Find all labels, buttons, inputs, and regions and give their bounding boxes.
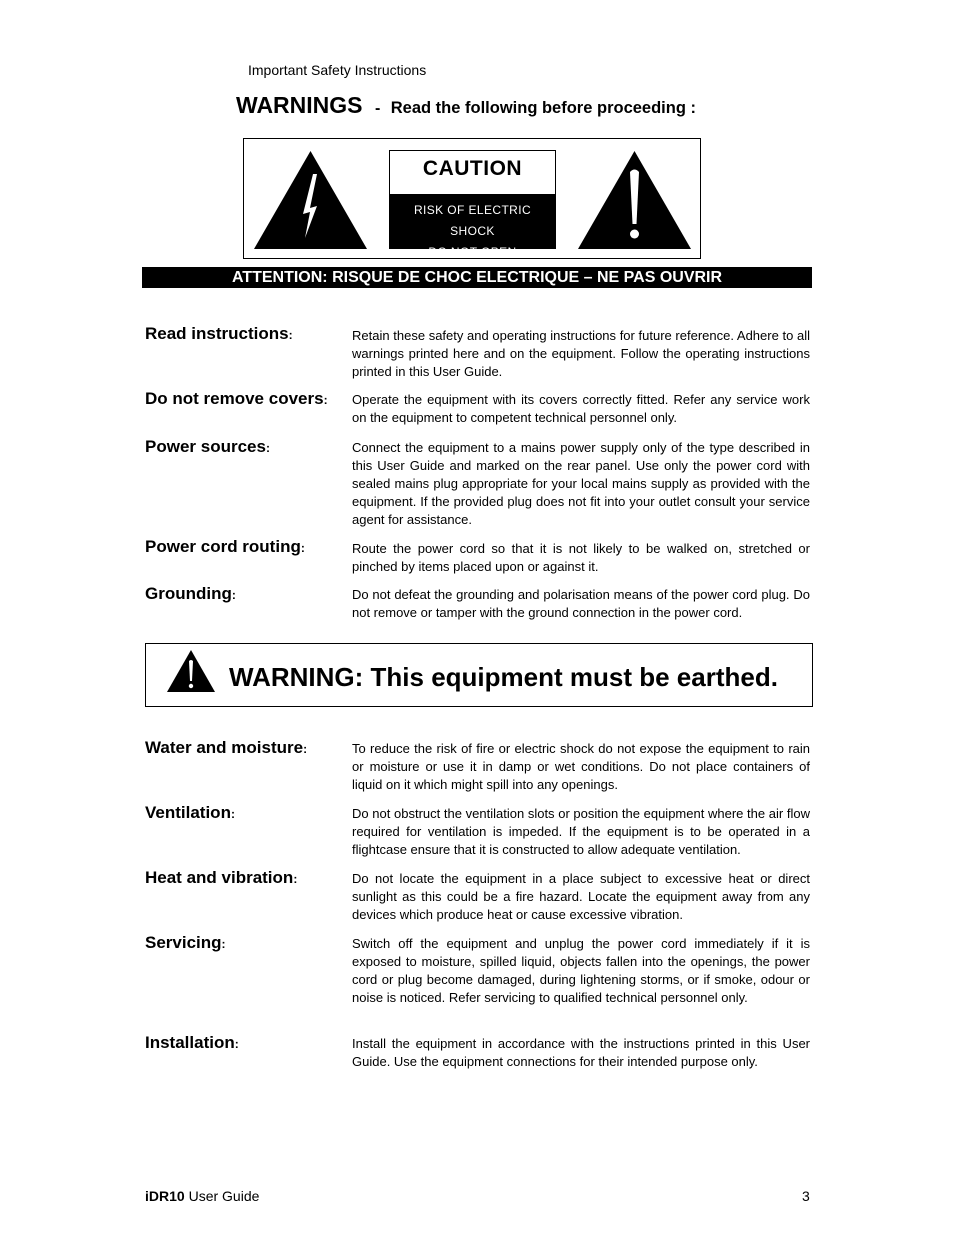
- attention-banner: ATTENTION: RISQUE DE CHOC ELECTRIQUE – NE PAS OUVRIR: [142, 267, 812, 288]
- caution-word: CAUTION: [422, 157, 523, 180]
- item-label-power-cord-routing: Power cord routing:: [145, 537, 305, 556]
- footer-product: iDR10: [145, 1188, 185, 1204]
- item-text-servicing: Switch off the equipment and unplug the power cord immediately if it is exposed to moisture, spilled liquid, objects fallen into the openings, the power cord or plug become damaged, during lightening storms, or if smoke, odour or noise is noticed. Refer servicing to qualified technical personnel only.: [352, 936, 810, 1005]
- caution-label: [389, 150, 556, 259]
- item-label-do-not-remove-covers: Do not remove covers:: [145, 389, 328, 408]
- item-label-ventilation: Ventilation:: [145, 803, 235, 822]
- item-label-grounding: Grounding:: [145, 584, 236, 603]
- item-text-do-not-remove-covers: Operate the equipment with its covers correctly fitted. Refer any service work on the equipment to competent technical personnel only.: [352, 392, 810, 425]
- page-title: [236, 92, 696, 119]
- item-text-power-sources: Connect the equipment to a mains power supply only of the type described in this User Guide and marked on the rear panel. Use only the power cord with sealed mains plug appropriate for your local mains supply as provided with the equipment. If the provided plug does not fit into your outlet consult your service agent for assistance.: [352, 440, 810, 527]
- warnings-heading: WARNINGS: [236, 92, 363, 118]
- caution-line-2: DO NOT OPEN: [428, 245, 517, 259]
- section-header: Important Safety Instructions: [248, 62, 427, 78]
- footer-guide: User Guide: [188, 1188, 260, 1204]
- item-text-grounding: Do not defeat the grounding and polarisation means of the power cord plug. Do not remove or tamper with the ground connection in the power cord.: [352, 587, 810, 620]
- item-text-water-and-moisture: To reduce the risk of fire or electric shock do not expose the equipment to rain or moisture or use it in damp or wet conditions. Do not place containers of liquid on it which might spill into any openings.: [352, 741, 810, 792]
- warnings-subtitle: Read the following before proceeding :: [390, 99, 697, 117]
- item-text-power-cord-routing: Route the power cord so that it is not likely to be walked on, stretched or pinched by items placed upon or against it.: [352, 541, 810, 574]
- caution-shock-notice: [390, 194, 555, 259]
- item-text-installation: Install the equipment in accordance with the instructions printed in this User Guide. Use the equipment connections for their intended purpose only.: [352, 1036, 810, 1069]
- item-label-servicing: Servicing:: [145, 933, 226, 952]
- title-dash: -: [374, 100, 381, 117]
- page-number: 3: [802, 1188, 810, 1204]
- item-label-heat-and-vibration: Heat and vibration:: [145, 868, 298, 887]
- item-label-read-instructions: Read instructions:: [145, 324, 293, 343]
- earth-warning-text: WARNING: This equipment must be earthed.: [229, 662, 778, 692]
- earth-warning-box: [145, 643, 813, 707]
- item-text-heat-and-vibration: Do not locate the equipment in a place subject to excessive heat or direct sunlight as this could be a fire hazard. Locate the equipment away from any devices which produce heat or cause excessive vibration.: [352, 871, 810, 922]
- warning-icon: [166, 649, 216, 693]
- caution-line-1: RISK OF ELECTRIC SHOCK: [413, 203, 532, 238]
- item-label-power-sources: Power sources:: [145, 437, 270, 456]
- item-label-installation: Installation:: [145, 1033, 239, 1052]
- item-text-ventilation: Do not obstruct the ventilation slots or position the equipment where the air flow required for ventilation is impeded. If the equipment is to be operated in a flightcase ensure that it is constructed to allow adequate ventilation.: [352, 806, 810, 857]
- item-label-water-and-moisture: Water and moisture:: [145, 738, 308, 757]
- item-text-read-instructions: Retain these safety and operating instructions for future reference. Adhere to all warnings printed here and on the equipment. Follow the operating instructions printed in this User Guide.: [352, 328, 810, 379]
- exclamation-warning-icon: [577, 150, 692, 250]
- electric-shock-warning-icon: [253, 150, 368, 250]
- footer-guide-name: [145, 1188, 259, 1204]
